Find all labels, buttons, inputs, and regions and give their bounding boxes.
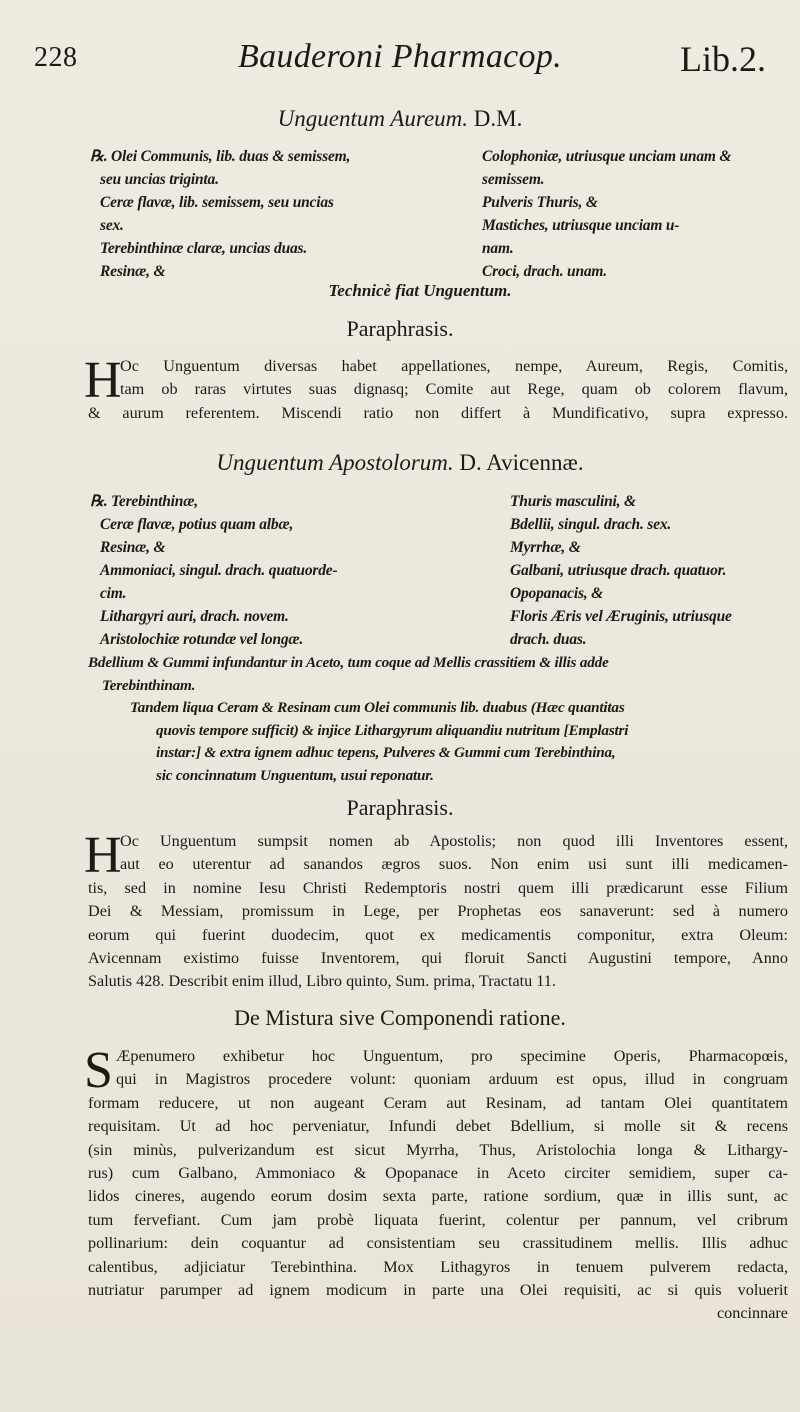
recipe-line: Ammoniaci, singul. drach. quatuorde- bbox=[100, 562, 338, 579]
catchword: concinnare bbox=[716, 1304, 788, 1323]
prose-line: aut eo uterentur ad sanandos ægros suos. Non enim usi sunt illi medicamen- bbox=[120, 855, 788, 874]
recipe-line: Ceræ flavæ, lib. semissem, seu uncias bbox=[100, 194, 334, 211]
section-title-text: Unguentum Apostolorum. bbox=[216, 450, 454, 475]
recipe-aureum bbox=[90, 145, 770, 285]
prose-line: nutriatur parumper ad ignem modicum in parte una Olei requisiti, ac si quis voluerit bbox=[88, 1281, 788, 1300]
recipe-line: Ceræ flavæ, potius quam albæ, bbox=[100, 516, 294, 533]
recipe-line: nam. bbox=[482, 240, 514, 257]
prose-line: tis, sed in nomine Iesu Christi Redemptoris nostri quem illi prædicarunt esse Filium bbox=[88, 878, 788, 897]
prose-line: formam reducere, ut non augeant Ceram aut Resinam, ad tantam Olei quantitatem bbox=[88, 1093, 788, 1112]
recipe-right-column bbox=[510, 490, 732, 651]
recipe-line: Myrrhæ, & bbox=[510, 539, 581, 556]
page-number: 228 bbox=[34, 42, 78, 73]
drop-initial: H bbox=[84, 827, 122, 884]
recipe-line: Croci, drach. unam. bbox=[482, 263, 607, 280]
recipe-line: Resinæ, & bbox=[100, 539, 166, 556]
recipe-right-column bbox=[482, 145, 731, 283]
paraphrasis-heading: Paraphrasis. bbox=[346, 795, 454, 820]
prose-line: lidos cineres, augendo eorum dosim sexta parte, ratione sordium, quæ in illis sunt, ac bbox=[88, 1187, 788, 1206]
prose-line: Æpenumero exhibetur hoc Unguentum, pro specimine Operis, Pharmacopœis, bbox=[116, 1047, 788, 1065]
prose-line: tum fervefiant. Cum jam probè liquata fuerint, colentur per pannum, vel cribrum bbox=[88, 1210, 788, 1229]
recipe-instructions bbox=[88, 652, 788, 788]
section-title-unguentum-aureum bbox=[0, 106, 800, 132]
drop-initial: H bbox=[84, 352, 122, 409]
prose-line: requisitam. Ut ad hoc perveniatur, Infundi debet Bdellium, si molle sit & recens bbox=[88, 1117, 788, 1136]
recipe-line: Bdellii, singul. drach. sex. bbox=[510, 516, 672, 533]
recipe-line: Opopanacis, & bbox=[510, 585, 603, 602]
prose-line: & aurum referentem. Miscendi ratio non differt à Mundificativo, supra expresso. bbox=[88, 403, 788, 422]
recipe-line: ℞. Olei Communis, lib. duas & semissem, bbox=[90, 148, 351, 165]
instruction-line: sic concinnatum Unguentum, usui reponatur. bbox=[156, 766, 434, 784]
recipe-left-column bbox=[90, 490, 337, 651]
recipe-line: Floris Æris vel Æruginis, utriusque bbox=[510, 608, 732, 625]
instruction-line: Tandem liqua Ceram & Resinam cum Olei communis lib. duabus (Hæc quantitas bbox=[130, 699, 625, 717]
prose-line: Oc Unguentum diversas habet appellationes, nempe, Aureum, Regis, Comitis, bbox=[120, 357, 788, 375]
prose-line: calentibus, adjiciatur Terebinthina. Mox Lithagyros in tenuem pulverem redacta, bbox=[88, 1257, 788, 1276]
prose-line: eorum qui fuerint duodecim, quot ex medicamentis componitur, extra Oleum: bbox=[88, 925, 788, 944]
recipe-line: Lithargyri auri, drach. novem. bbox=[100, 608, 289, 625]
section-title-text: Unguentum Aureum. bbox=[277, 106, 469, 131]
prose-line: qui in Magistros procedere volunt: quoniam arduum est opus, illud in congruam bbox=[116, 1070, 788, 1089]
prose-line: rus) cum Galbano, Ammoniaco & Opopanace in Aceto circiter semidiem, super ca- bbox=[88, 1164, 788, 1183]
paraphrasis-apostolorum bbox=[84, 827, 788, 994]
mistura-text bbox=[84, 1042, 788, 1326]
recipe-line: Aristolochiæ rotundæ vel longæ. bbox=[100, 631, 304, 648]
recipe-line: Mastiches, utriusque unciam u- bbox=[482, 217, 680, 234]
instruction-line: Terebinthinam. bbox=[102, 676, 196, 694]
paraphrasis-heading: Paraphrasis. bbox=[346, 316, 454, 341]
recipe-line: drach. duas. bbox=[510, 631, 587, 648]
section-title-unguentum-apostolorum bbox=[0, 450, 800, 476]
paraphrasis-aureum bbox=[84, 352, 788, 425]
prose-line: Oc Unguentum sumpsit nomen ab Apostolis; non quod illi Inventores essent, bbox=[120, 832, 788, 850]
running-title: Bauderoni Pharmacop. bbox=[238, 38, 562, 75]
instruction-line: quovis tempore sufficit) & injice Lithargyrum aliquandiu nutritum [Emplastri bbox=[156, 721, 629, 739]
recipe-line: semissem. bbox=[482, 171, 545, 188]
recipe-closing: Technicè fiat Unguentum. bbox=[328, 281, 512, 300]
recipe-left-column bbox=[90, 145, 350, 283]
prose-line: Avicennam existimo fuisse Inventorem, qui floruit Sancti Augustini tempore, Anno bbox=[88, 949, 788, 968]
prose-line: (sin minùs, pulverizandum est sicut Myrrha, Thus, Aristolochia longa & Lithargy- bbox=[88, 1140, 788, 1159]
recipe-line: seu uncias triginta. bbox=[100, 171, 219, 188]
prose-line: pollinarium: dein coquantur ad consistentiam seu crassitudinem mellis. Illis adhuc bbox=[88, 1234, 788, 1253]
prose-line: Dei & Messiam, promissum in Lege, per Prophetas eos sanaverunt: sed à numero bbox=[88, 902, 788, 921]
instruction-line: instar:] & extra ignem adhuc tepens, Pulveres & Gummi cum Terebinthina, bbox=[156, 744, 616, 762]
section-author: D.M. bbox=[473, 106, 523, 131]
recipe-line: ℞. Terebinthinæ, bbox=[90, 493, 198, 510]
recipe-line: Colophoniæ, utriusque unciam unam & bbox=[482, 148, 732, 165]
recipe-line: Galbani, utriusque drach. quatuor. bbox=[510, 562, 727, 579]
recipe-line: Terebinthinæ claræ, uncias duas. bbox=[100, 240, 308, 257]
prose-line: tam ob raras virtutes suas dignasq; Comite aut Rege, quam ob colorem flavum, bbox=[120, 380, 788, 399]
drop-initial: S bbox=[84, 1042, 113, 1099]
section-author: D. Avicennæ. bbox=[459, 450, 584, 475]
running-header bbox=[34, 38, 766, 82]
prose-line: Salutis 428. Describit enim illud, Libro quinto, Sum. prima, Tractatu 11. bbox=[88, 972, 556, 991]
section-title-de-mistura: De Mistura sive Componendi ratione. bbox=[234, 1005, 566, 1030]
book-number: Lib.2. bbox=[680, 39, 766, 79]
instruction-line: Bdellium & Gummi infundantur in Aceto, tum coque ad Mellis crassitiem & illis adde bbox=[88, 654, 609, 671]
recipe-line: Pulveris Thuris, & bbox=[482, 194, 598, 211]
recipe-line: cim. bbox=[100, 585, 127, 602]
recipe-line: Thuris masculini, & bbox=[510, 493, 636, 510]
recipe-line: Resinæ, & bbox=[100, 263, 166, 280]
recipe-apostolorum bbox=[90, 490, 770, 655]
recipe-line: sex. bbox=[100, 217, 124, 234]
